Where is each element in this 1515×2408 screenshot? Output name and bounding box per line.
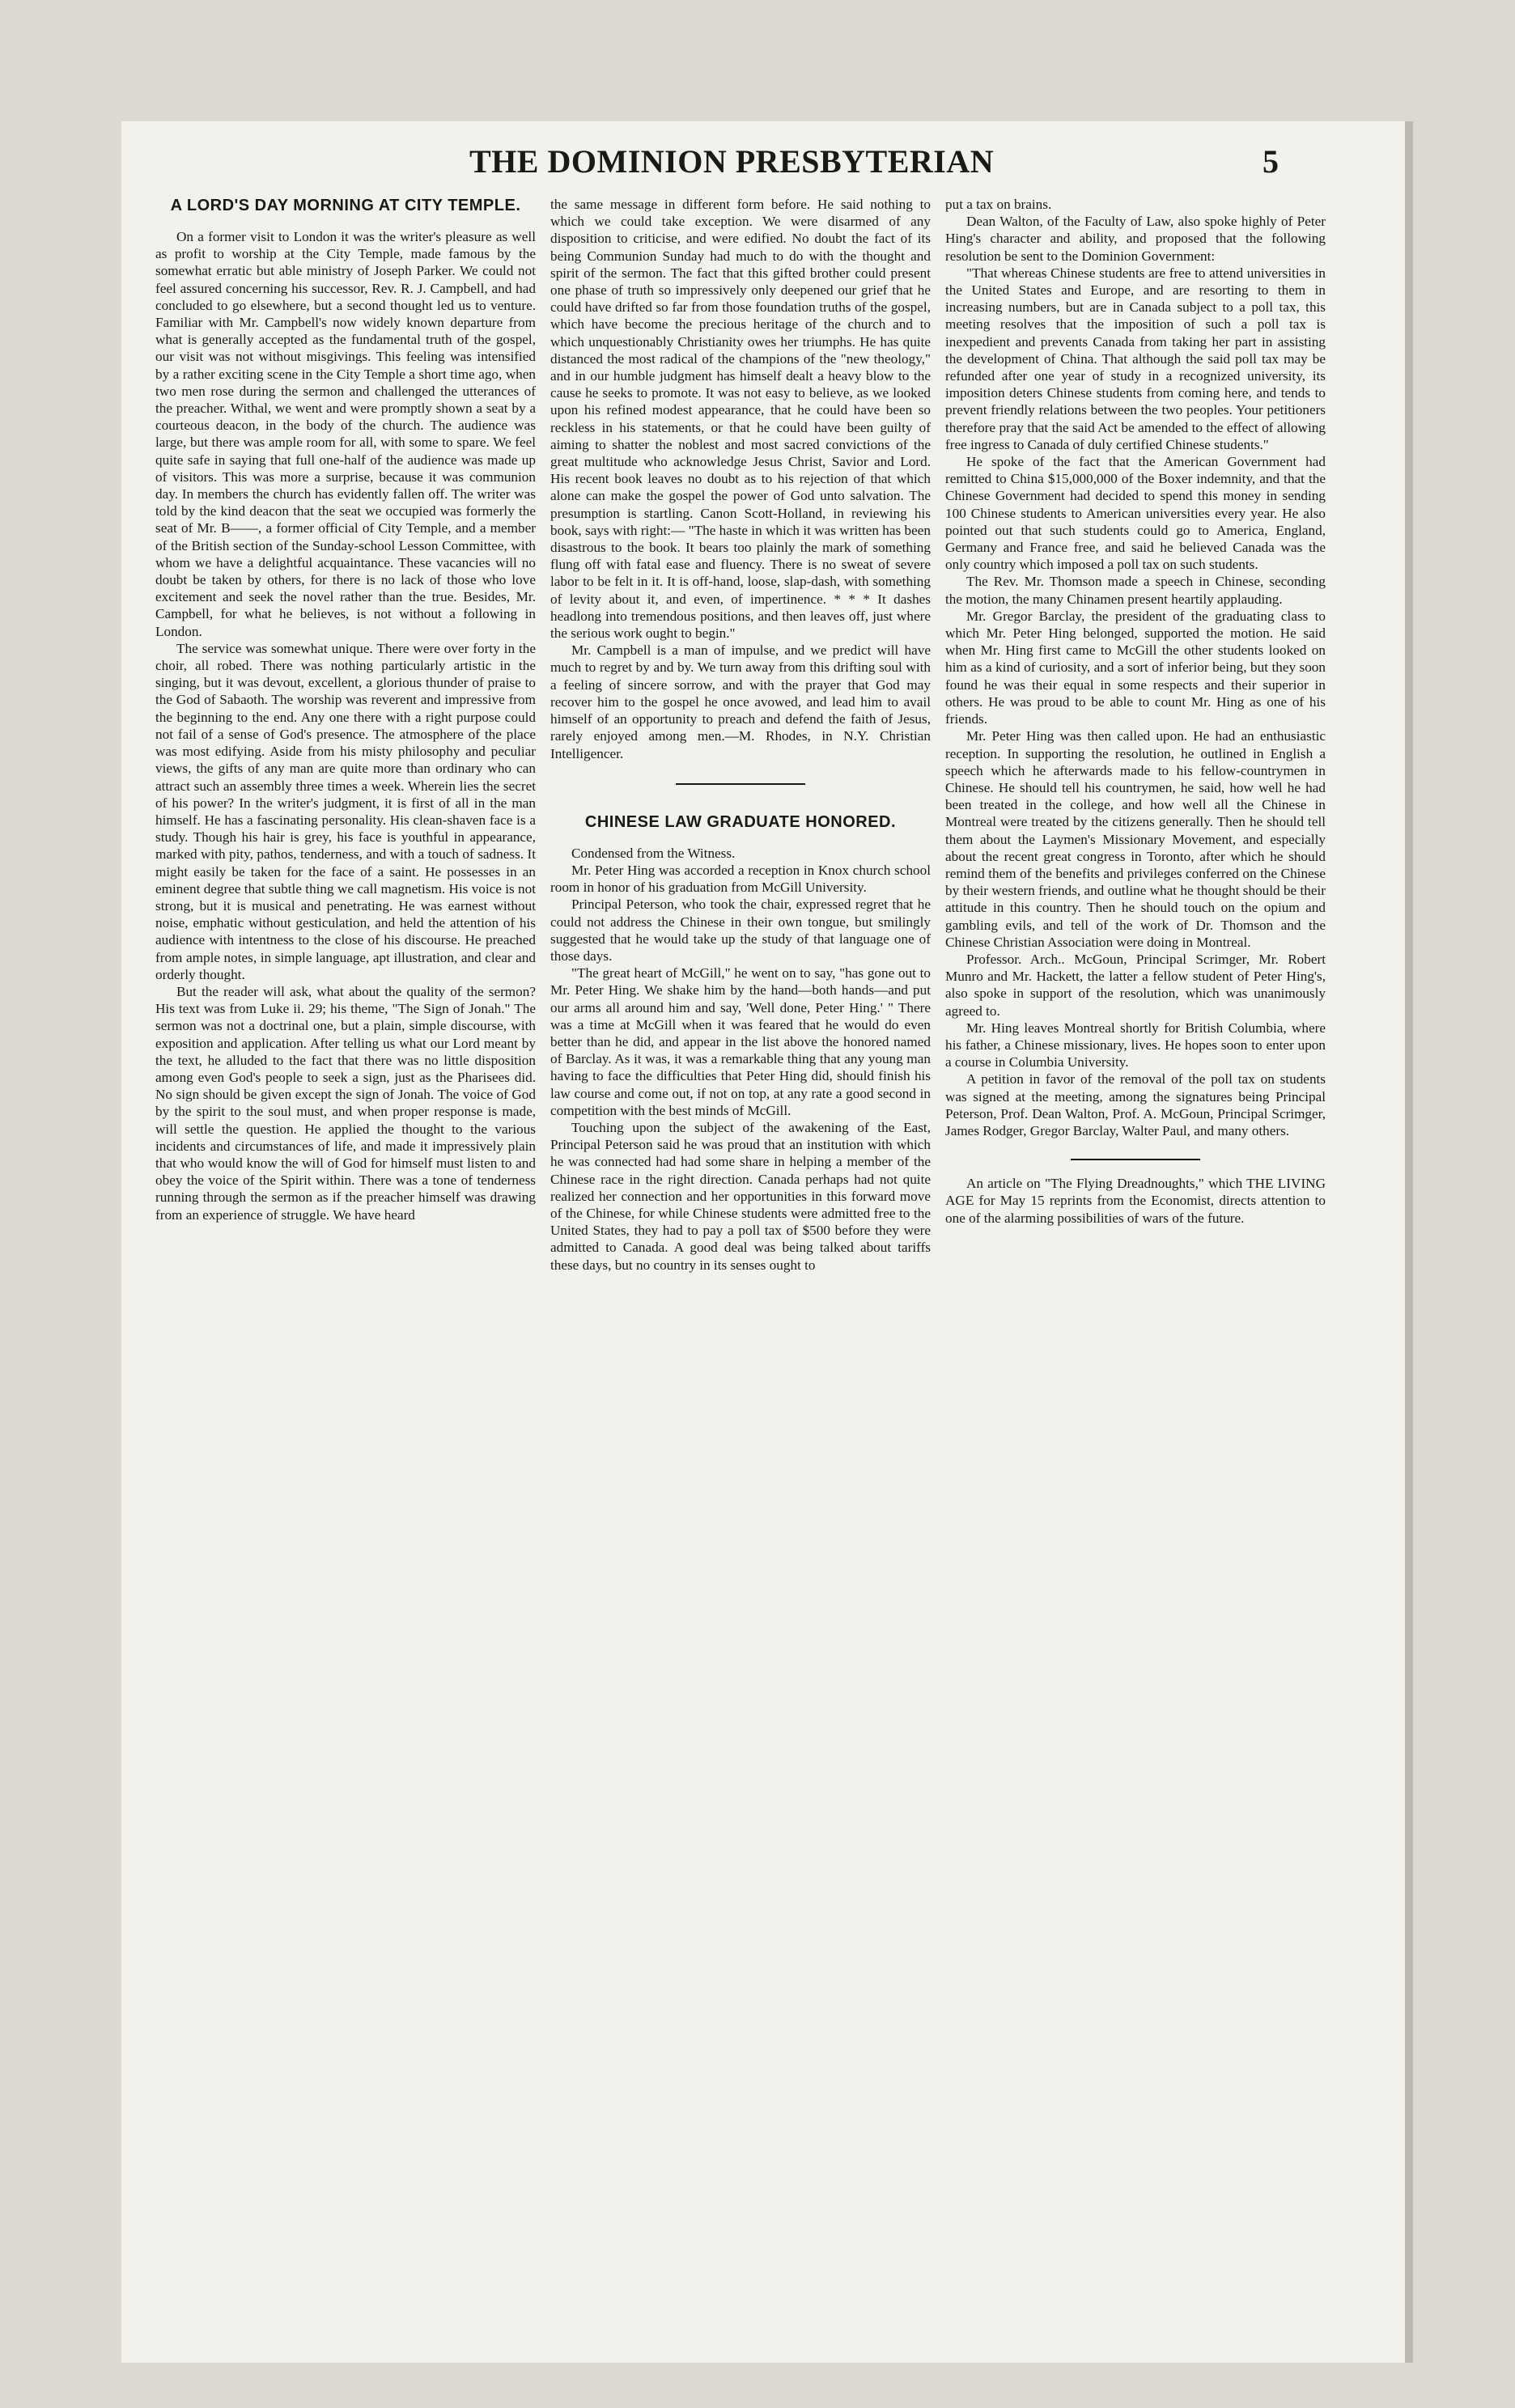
article-paragraph: He spoke of the fact that the American Government had remitted to China $15,000,000 of the Boxer indemnity, and that the Chinese Government had decided to spend this money in sending 100 Chinese students to American universities every year. He also pointed out that such students could go to America, England, Germany and France free, and said he believed Canada was the only country which imposed a poll tax on such students.	[945, 454, 1326, 573]
article-paragraph: A petition in favor of the removal of the poll tax on students was signed at the meeting, among the signatures being Principal Peterson, Prof. Dean Walton, Prof. A. McGoun, Principal Scrimger, James Rodger, Gregor Barclay, Walter Paul, and many others.	[945, 1071, 1326, 1138]
divider	[1071, 1159, 1200, 1160]
note-paragraph: An article on "The Flying Dreadnoughts," which THE LIVING AGE for May 15 reprints from the Economist, directs attention to one of the alarming possibilities of wars of the future.	[945, 1176, 1326, 1226]
article-paragraph: "The great heart of McGill," he went on to say, "has gone out to Mr. Peter Hing. We shake him by the hand—both hands—and put our arms all around him and say, 'Well done, Peter Hing.' " There was a time at McGill when it was feared that he would do even better than he did, and appear in the list above the honored named of Barclay. As it was, it was a remarkable thing that any young man having to face the difficulties that Peter Hing did, should finish his law course and come out, if not on top, at any rate a good second in competition with the best minds of McGill.	[550, 965, 931, 1118]
article-paragraph: Professor. Arch.. McGoun, Principal Scrimger, Mr. Robert Munro and Mr. Hackett, the latter a fellow student of Peter Hing's, also spoke in support of the resolution, which was unanimously agreed to.	[945, 951, 1326, 1019]
article-paragraph: Mr. Peter Hing was then called upon. He had an enthusiastic reception. In supporting the resolution, he outlined in English a speech which he afterwards made to his fellow-countrymen in Chinese. He should tell his countrymen, he said, how well he had been treated in the college, and how well all the Chinese in Montreal were treated by the citizens generally. Then he should tell them about the Laymen's Missionary Movement, and especially about the recent great congress in Toronto, after which he should remind them of the benefits and privileges conferred on the Chinese by their western friends, and outline what he thought should be their attitude in this country. Then he should touch on the opium and gambling evils, and tell of the work of Dr. Thomson and the Chinese Christian Association were doing in Montreal.	[945, 728, 1326, 950]
article-heading-chinese-graduate: CHINESE LAW GRADUATE HONORED.	[584, 812, 897, 831]
article-paragraph: "That whereas Chinese students are free to attend universities in the United States and Europe, and are resorting to them in increasing numbers, but are in Canada subject to a poll tax, this meeting resolves that the imposition of such a poll tax is inexpedient and prevents Canada from taking her part in assisting the development of China. That although the said poll tax may be refunded after one year of study in a recognized university, its imposition deters Chinese students from coming here, and tends to prevent friendly relations between the two peoples. Your petitioners therefore pray that the said Act be amended to the effect of allowing free ingress to Canada of duly certified Chinese students."	[945, 265, 1326, 452]
article-paragraph: Mr. Hing leaves Montreal shortly for British Columbia, where his father, a Chinese missionary, lives. He hopes soon to enter upon a course in Columbia University.	[945, 1020, 1326, 1070]
article-paragraph: Mr. Campbell is a man of impulse, and we predict will have much to regret by and by. We turn away from this drifting soul with a feeling of sincere sorrow, and with the prayer that God may recover him to the gospel he once avowed, and lead him to avail himself of an opportunity to preach and defend the faith of Jesus, rarely enjoyed among men.—M. Rhodes, in N.Y. Christian Intelligencer.	[550, 642, 931, 761]
column-2	[550, 196, 931, 1274]
article-paragraph: Mr. Peter Hing was accorded a reception in Knox church school room in honor of his graduation from McGill University.	[550, 862, 931, 896]
article-byline: Condensed from the Witness.	[571, 845, 736, 861]
article-paragraph: Principal Peterson, who took the chair, expressed regret that he could not address the Chinese in their own tongue, but smilingly suggested that he would take up the study of that language one of those days.	[550, 897, 931, 964]
article-paragraph: Touching upon the subject of the awakening of the East, Principal Peterson said he was proud that an institution with which he was connected had had some share in helping a member of the Chinese race in the right direction. Canada perhaps had not quite realized her connection and her opportunities in this forward move of the Chinese, for while Chinese students were admitted free to the United States, they had to pay a poll tax of $500 before they were admitted to Canada. A good deal was being talked about tariffs these days, but no country in its senses ought to	[550, 1119, 931, 1273]
column-3	[945, 196, 1326, 1227]
article-paragraph: the same message in different form before. He said nothing to which we could take exception. We were disarmed of any disposition to criticise, and were edified. No doubt the fact of its being Communion Sunday had much to do with the thought and spirit of the sermon. The fact that this gifted brother could present one phase of truth so impressively only deepened our grief that he could have drifted so far from those foundation truths of the gospel, which have become the precious heritage of the church and to which unquestionably Christianity owes her triumphs. He has quite distanced the most radical of the champions of the "new theology," and in our humble judgment has himself dealt a heavy blow to the cause he seeks to promote. It was not easy to believe, as we looked upon his refined modest appearance, that he could have been so reckless in his statements, or that he could have been guilty of aiming to shatter the noblest and most sacred convictions of the great multitude who acknowledge Jesus Christ, Savior and Lord. His recent book leaves no doubt as to his rejection of that which alone can make the gospel the power of God unto salvation. The presumption is startling. Canon Scott-Holland, in reviewing his book, says with right:— "The haste in which it was written has been disastrous to the book. It bears too plainly the mark of something flung off with fatal ease and fluency. There is no sweat of severe labor to be felt in it. It is off-hand, loose, slap-dash, with something of levity about it, and even, of impertinence. * * * It dashes headlong into tremendous positions, and then leaves off, just where the serious work ought to begin."	[550, 197, 931, 642]
page-number: 5	[1262, 143, 1279, 180]
publication-title: THE DOMINION PRESBYTERIAN	[469, 143, 995, 180]
article-paragraph: But the reader will ask, what about the quality of the sermon? His text was from Luke ii. 29; his theme, "The Sign of Jonah." The sermon was not a doctrinal one, but a plain, simple discourse, with exposition and application. After telling us what our Lord meant by the text, he alluded to the fact that there was no little disposition among even God's people to seek a sign, just as the Pharisees did. No sign should be given except the sign of Jonah. The voice of God by the spirit to the soul must, and when proper response is made, will settle the question. He applied the thought to the various incidents and circumstances of life, and made it impressively plain that who would know the will of God for himself must listen to and obey the voice of the Spirit within. There was a tone of tenderness running through the sermon as if the preacher himself was drawing from an experience of struggle. We have heard	[155, 983, 536, 1223]
article-paragraph: The service was somewhat unique. There were over forty in the choir, all robed. There was nothing particularly artistic in the singing, but it was devout, excellent, a glorious thunder of praise to the God of Sabaoth. The worship was reverent and impressive from the beginning to the end. Any one there with a right purpose could not fail of a sense of God's presence. The atmosphere of the place was most edifying. Aside from his misty philosophy and peculiar views, the gifts of any man are quite more than ordinary who can attract such an assembly three times a week. Wherein lies the secret of his power? In the writer's judgment, it is first of all in the man himself. He has a fascinating personality. His clean-shaven face is a study. Though his hair is grey, his face is youthful in appearance, marked with pity, pathos, tenderness, and with a touch of sadness. It might easily be taken for the face of a saint. He possesses in an eminent degree that subtle thing we call magnetism. His voice is not strong, but it is musical and penetrating. He was earnest without noise, emphatic without gesticulation, and held the attention of his audience with intentness to the close of his discourse. He preached from ample notes, in simple language, apt illustration, and clear and orderly thought.	[155, 640, 536, 982]
page-header	[121, 138, 1405, 186]
article-paragraph: put a tax on brains.	[945, 197, 1052, 212]
article-paragraph: On a former visit to London it was the writer's pleasure as well as profit to worship at the City Temple, made famous by the somewhat erratic but able ministry of Joseph Parker. We could not feel assured concerning his successor, Rev. R. J. Campbell, and had concluded to go elsewhere, but a second thought led us to venture. Familiar with Mr. Campbell's now widely known departure from what is generally accepted as the fundamental truth of the gospel, our visit was not without misgivings. This feeling was intensified by a rather exciting scene in the City Temple a short time ago, when two men rose during the sermon and challenged the utterances of the preacher. Withal, we went and were promptly shown a seat by a courteous deacon, in the body of the church. The audience was large, but there was ample room for all, with some to spare. We feel quite safe in saying that full one-half of the audience was made up of visitors. This was more a surprise, because it was communion day. In members the church has evidently fallen off. The writer was told by the kind deacon that the seat we occupied was formerly the seat of Mr. B——, a former official of City Temple, and a member of the British section of the Sunday-school Lesson Committee, with whom we have a delightful acquaintance. These vacancies will no doubt be taken by others, for there is no lack of those who love excitement and seek the novel rather than the true. Besides, Mr. Campbell, for what he believes, is not without a following in London.	[155, 229, 536, 639]
newspaper-page	[121, 121, 1405, 2363]
article-heading-lords-day: A LORD'S DAY MORNING AT CITY TEMPLE.	[170, 197, 521, 214]
divider	[676, 783, 805, 785]
article-paragraph: Mr. Gregor Barclay, the president of the graduating class to which Mr. Peter Hing belonged, supported the motion. He said when Mr. Hing first came to McGill the other students looked on him as a kind of curiosity, and a sort of inferior being, but they soon found he was their equal in some respects and their superior in others. He was proud to be able to count Mr. Hing as one of his friends.	[945, 608, 1326, 727]
column-1	[155, 196, 536, 1223]
article-paragraph: The Rev. Mr. Thomson made a speech in Chinese, seconding the motion, the many Chinamen present heartily applauding.	[945, 574, 1326, 607]
article-paragraph: Dean Walton, of the Faculty of Law, also spoke highly of Peter Hing's character and ability, and proposed that the following resolution be sent to the Dominion Government:	[945, 214, 1326, 264]
